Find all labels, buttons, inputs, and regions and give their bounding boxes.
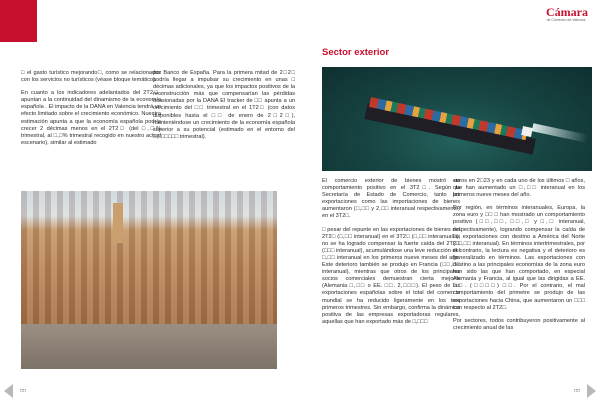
paragraph: euros en 2□23 y en cada uno de los últimos □ años, que han aumentado un □,□□ interanual en los primeros nueve meses del año. [453, 178, 585, 199]
section-title: Sector exterior [322, 47, 390, 58]
ship-wake [532, 123, 588, 142]
paragraph: □ pesar del repunte en las exportaciones de bienes del 2T2□ (□,□□ interanual) en el 3T2□ (□,□□ interanual□), no se ha logrado compensar la fuerte caída del 2T2□ (□□□ interanual), acumulándose una leve reducción del □,□□ interanual en los primeros nueve meses del año. Este deterioro también se produjo en Francia (□□,□□ interanual), mientras que otros de los principales socios comerciales demuestran cierta mejoría (Alemania □,□□ o EE. □□. 2,□□□). El peso de las exportaciones españolas sobre el total del comercio mundial se ha reducido ligeramente en los tres primeros trimestres. Sin embargo, confirma la dinámica positiva de las empresas exportadoras regulares, aquellas que han exportado más de □,□□□ [322, 226, 460, 325]
right-column-1 [322, 178, 460, 332]
paragraph: El comercio exterior de bienes mostró un comportamiento positivo en el 3T2□. Según la Secretaría de Estado de Comercio, tanto las exportaciones como las importaciones de bienes aumentaron (□,□□ y 2,□□ interanual respectivamente) en el 3T2□. [322, 178, 460, 220]
paragraph: por Banco de España. Para la primera mitad de 2□2□ podría llegar a impulsar su crecimiento en unas □ décimas adicionales, ya que los impactos positivos de la reconstrucción más que compensarían las pérdidas ocasionadas por la DANA El tracker de □□ apunta a un crecimiento del □□ trimestral en el 1T2□ (con datos disponibles hasta el □□ de enero de 2□2□), manteniéndose un crecimiento de la economía española superior a su potencial (estimado en el entorno del □,□□□□□□ trimestral). [153, 70, 295, 140]
next-page-arrow-icon[interactable] [587, 384, 596, 398]
left-page-number: □□ [20, 388, 27, 394]
photo-street [21, 324, 277, 369]
header-red-block [0, 0, 37, 42]
paragraph: Por región, en términos interanuales, Europa, la zona euro y □□ □ han mostrado un comportamiento positivo (□□,□□, □□,□ y □,□ interanual, respectivamente), logrando compensar la caída de las exportaciones con destino a América del Norte (□□,□□ interanual). En términos intertrimestrales, por el contrario, la lectura es negativa y el deterioro es generalizado en términos. Las exportaciones con destino a las principales economías de la zona euro han sido las que han comportado, en especial Alemania y Francia, al igual que las dirigidas a EE. □□. (□□□□) □□. Por el contrario, el mal comportamiento del primetre se produjo de las exportaciones hacia China, que aumentaron un □□□ con respecto al 2T2□. [453, 205, 585, 311]
prev-page-arrow-icon[interactable] [4, 384, 13, 398]
right-page-number: □□ [573, 388, 580, 394]
container-ship-photo [322, 67, 592, 171]
paragraph: En cuanto a los indicadores adelantados del 2T2□, apuntan a la continuidad del dinamismo de la economía española . El impacto de la DANA en Valencia tendrá un efecto limitado sobre el crecimiento económico. Nuestra estimación apunta a que la economía española podría crecer 2 décimas menos en el 2T2□ (del □,□% trimestral, al □,□% trimestral recogido en nuestro actual escenario), similar al estimado [21, 90, 161, 146]
photo-bell-tower [113, 203, 123, 243]
camara-logo [546, 6, 586, 23]
right-column-2 [453, 178, 585, 338]
valencia-city-photo [21, 191, 277, 369]
ship-bridge [521, 126, 533, 137]
paragraph: □ el gasto turístico mejorando□, como se relacionados con los servicios no turísticos (véase bloque temático). [21, 70, 161, 84]
logo-subtitle: de Comercio de Valencia [546, 18, 586, 22]
left-column-2 [153, 70, 295, 147]
left-column-1 [21, 70, 161, 153]
paragraph: Por sectores, todos contribuyeron positivamente al crecimiento anual de las [453, 317, 585, 331]
logo-wordmark: Cámara [546, 5, 588, 19]
